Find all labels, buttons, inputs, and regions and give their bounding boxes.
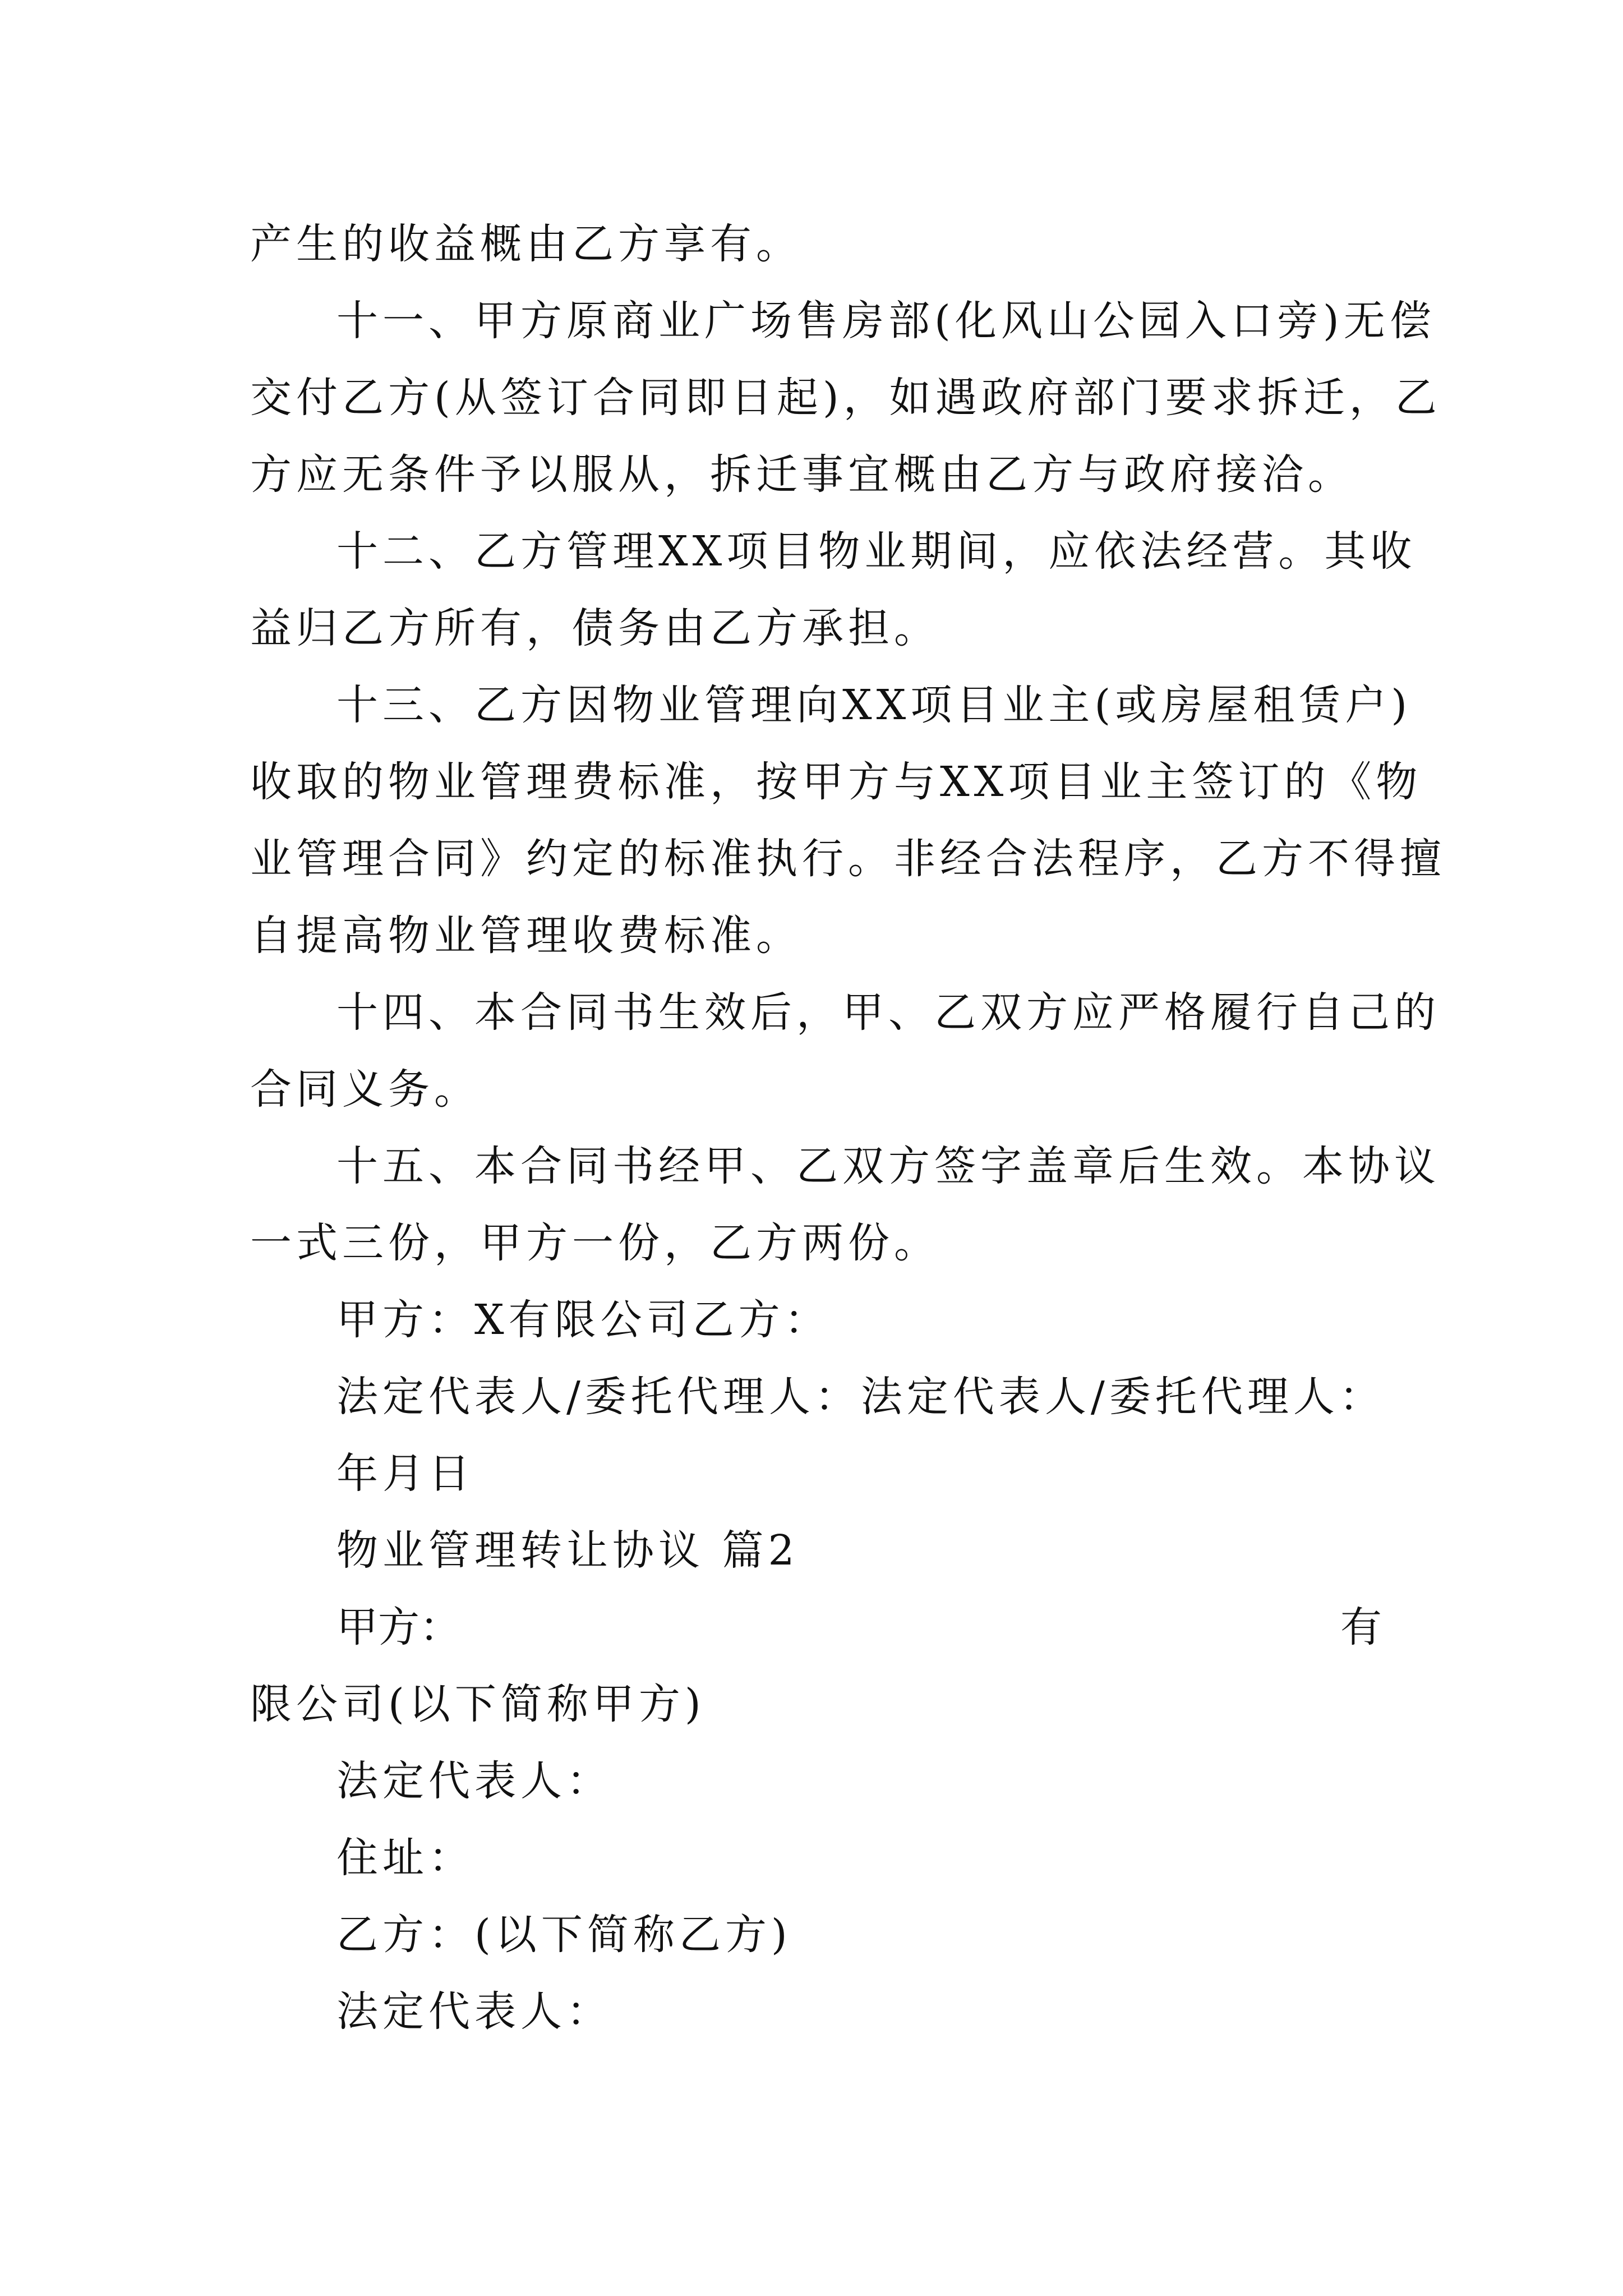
paragraph-line: 十二、乙方管理XX项目物业期间，应依法经营。其收	[336, 527, 1417, 576]
party-a-representative: 法定代表人：	[336, 1757, 612, 1805]
paragraph-line: 收取的物业管理费标准，按甲方与XX项目业主签订的《物	[250, 758, 1422, 806]
paragraph-line: 产生的收益概由乙方享有。	[250, 220, 802, 268]
party-a-label: 甲方：	[336, 1603, 461, 1651]
paragraph-line: 交付乙方(从签订合同即日起)，如遇政府部门要求拆迁，乙	[250, 374, 1441, 422]
paragraph-line: 合同义务。	[250, 1065, 480, 1114]
paragraph-line: 益归乙方所有，债务由乙方承担。	[250, 604, 940, 652]
signature-party-line: 甲方：X有限公司乙方：	[336, 1296, 831, 1344]
paragraph-line: 十五、本合同书经甲、乙双方签字盖章后生效。本协议	[336, 1142, 1440, 1190]
paragraph-line: 一式三份，甲方一份，乙方两份。	[250, 1219, 940, 1267]
party-a-company-line: 限公司(以下简称甲方)	[250, 1680, 706, 1728]
party-b-line: 乙方：(以下简称乙方)	[336, 1911, 792, 1959]
paragraph-line: 方应无条件予以服从，拆迁事宜概由乙方与政府接洽。	[250, 450, 1354, 499]
paragraph-line: 业管理合同》约定的标准执行。非经合法程序，乙方不得擅	[250, 835, 1446, 883]
paragraph-line: 自提高物业管理收费标准。	[250, 912, 802, 960]
paragraph-line: 十一、甲方原商业广场售房部(化风山公园入口旁)无偿	[336, 297, 1436, 345]
section-heading: 物业管理转让协议 篇2	[336, 1526, 799, 1575]
paragraph-line: 十三、乙方因物业管理向XX项目业主(或房屋租赁户)	[336, 681, 1412, 729]
party-a-address: 住址：	[336, 1834, 474, 1882]
party-b-representative: 法定代表人：	[336, 1987, 612, 2036]
signature-representative-line: 法定代表人/委托代理人：法定代表人/委托代理人：	[336, 1373, 1385, 1421]
paragraph-line: 十四、本合同书生效后，甲、乙双方应严格履行自己的	[336, 988, 1440, 1037]
signature-date-line: 年月日	[336, 1450, 474, 1498]
party-a-line	[336, 1603, 1382, 1651]
party-a-suffix: 有	[1340, 1603, 1382, 1651]
